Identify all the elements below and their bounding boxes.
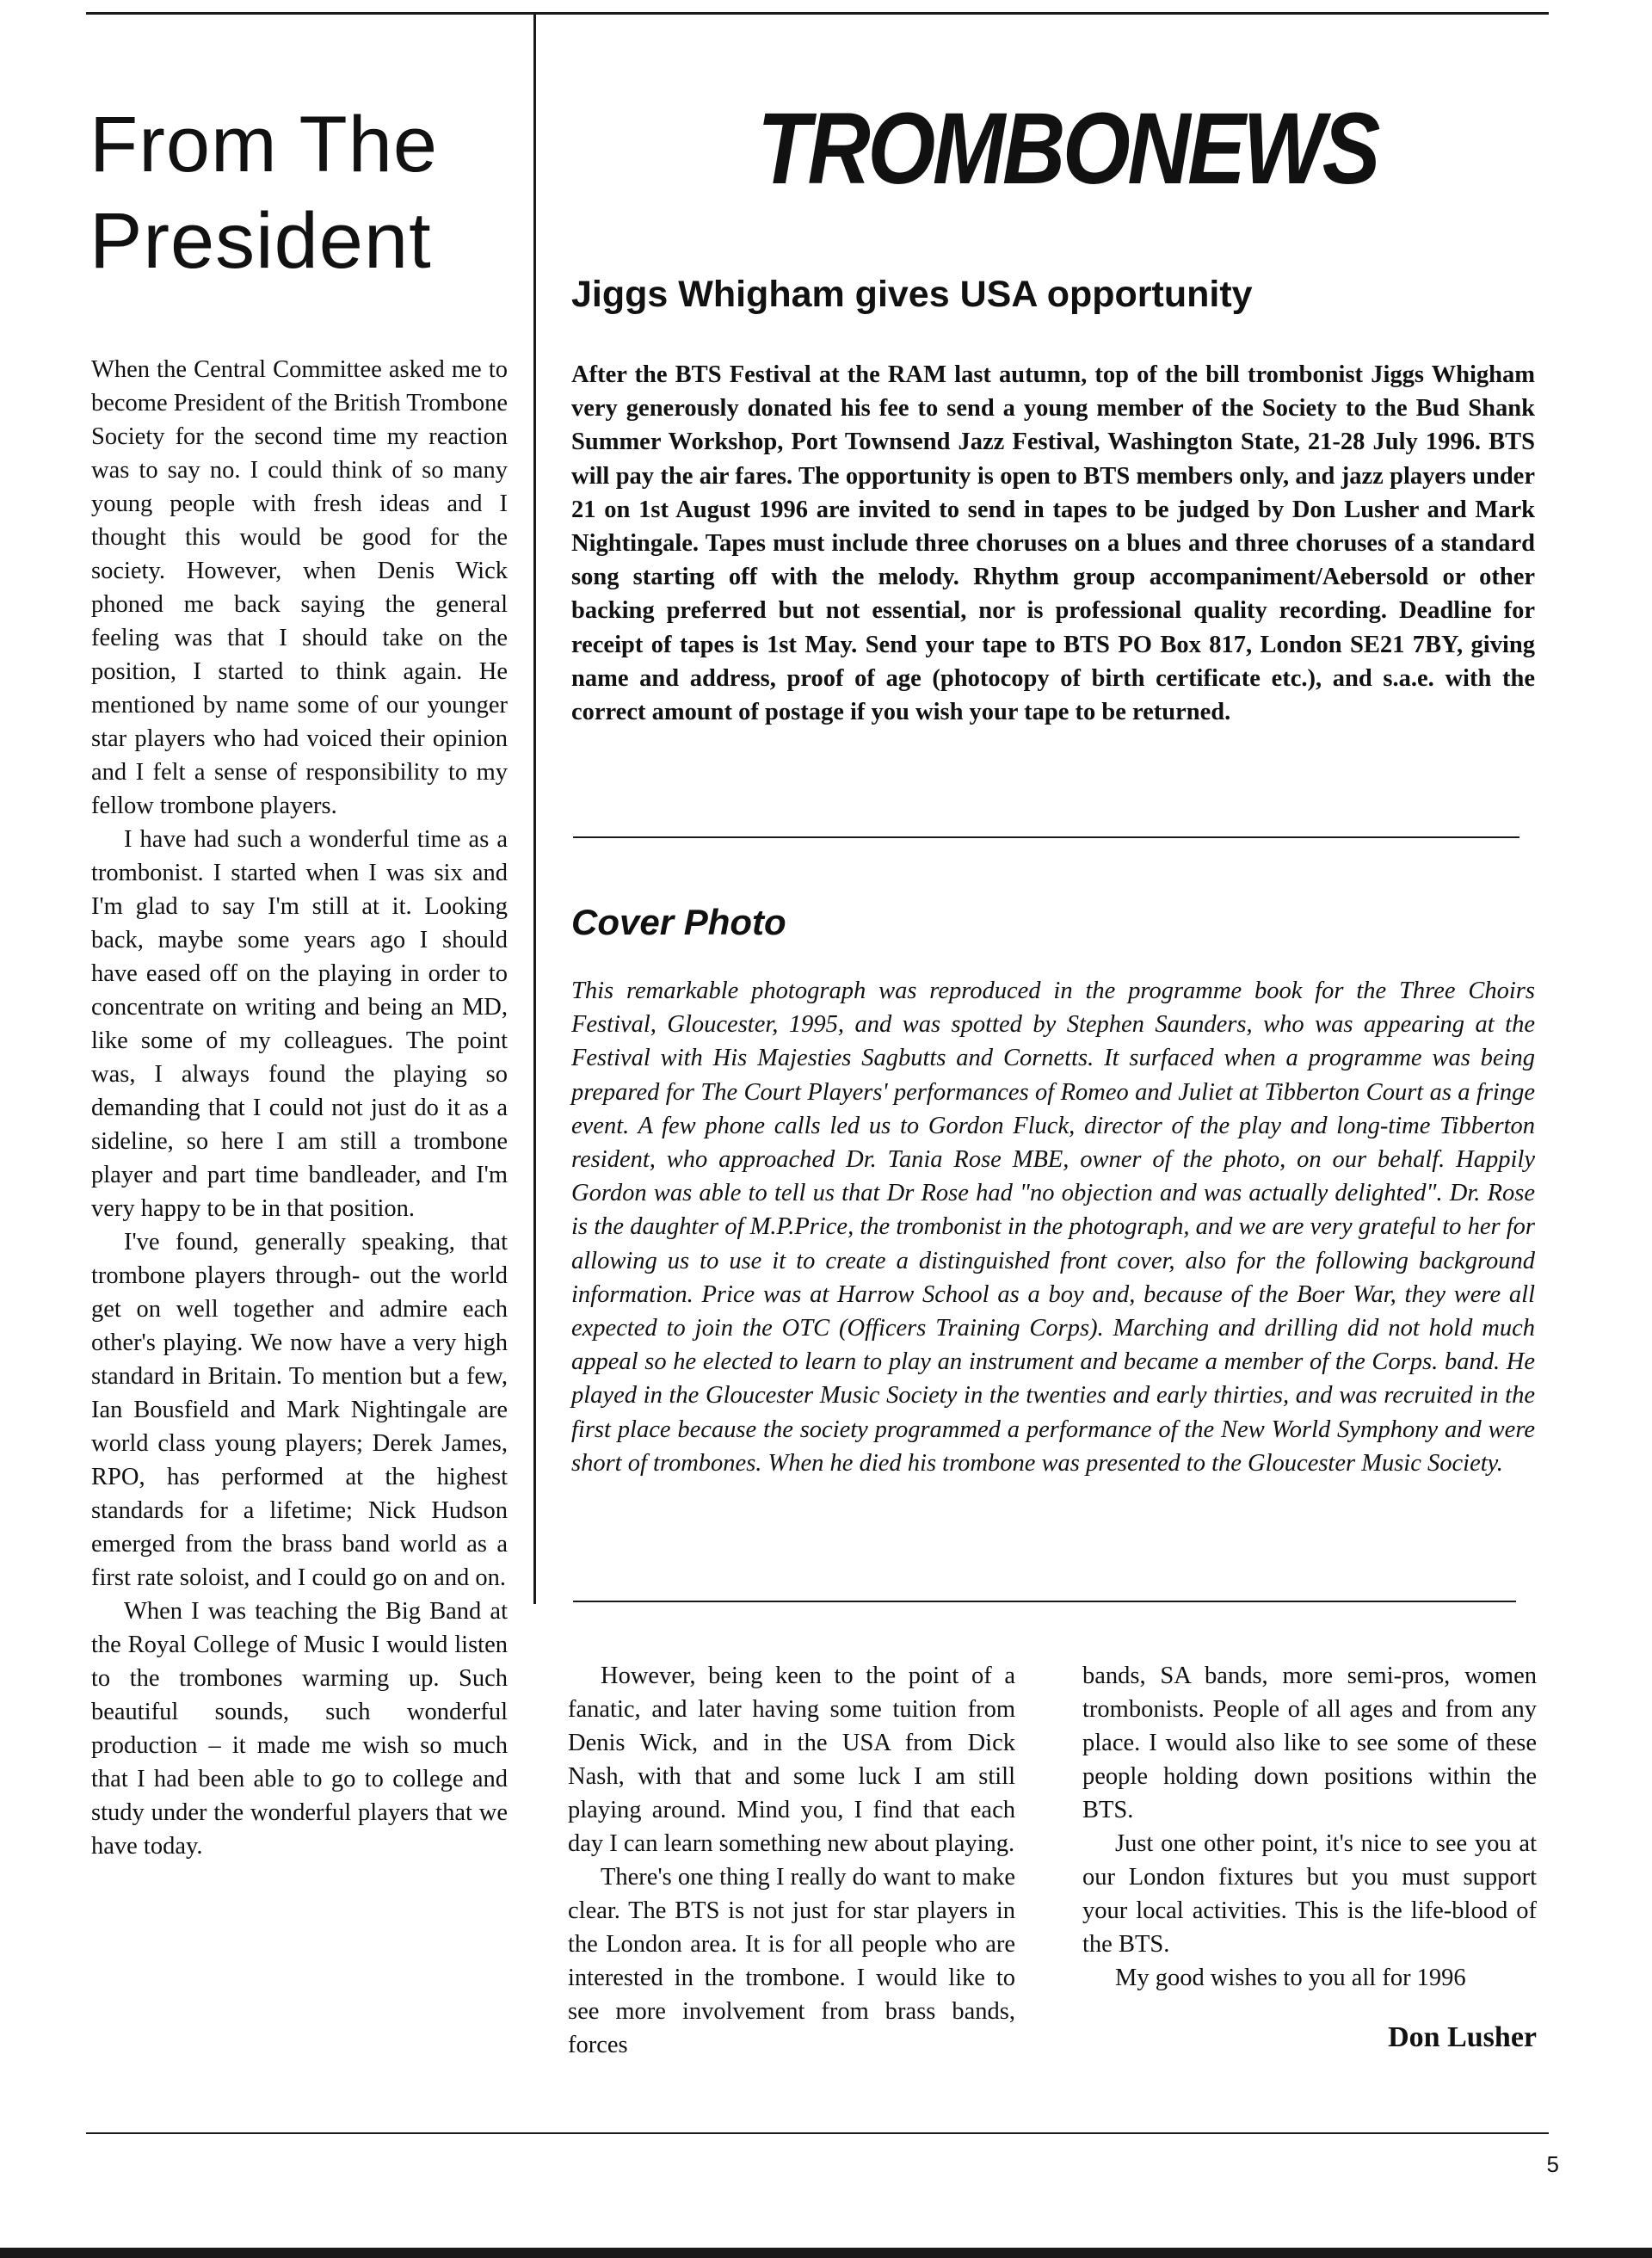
- trombonews-masthead: TROMBONEWS: [757, 92, 1378, 206]
- page-bottom-edge: [0, 2248, 1652, 2258]
- cover-photo-body: This remarkable photograph was reproduced in the programme book for the Three Choirs Festival, Gloucester, 1995, and was spotted by Stephen Saunders, who was appearing at the Festival with His Majesties Sagbutts and Cornetts. It surfaced when a programme was being prepared for The Court Players' performances of Romeo and Juliet at Tibberton Court as a fringe event. A few phone calls led us to Gordon Fluck, director of the play and long-time Tibberton resident, who approached Dr. Tania Rose MBE, owner of the photo, on our behalf. Happily Gordon was able to tell us that Dr Rose had "no objection and was actually delighted". Dr. Rose is the daughter of M.P.Price, the trombonist in the photograph, and we are very grateful to her for allowing us to use it to create a distinguished front cover, also for the following background information. Price was at Harrow School as a boy and, because of the Boer War, they were all expected to join the OTC (Officers Training Corps). Marching and drilling did not hold much appeal so he elected to learn to play an instrument and became a member of the Corps. band. He played in the Gloucester Music Society in the twenties and early thirties, and was recruited in the first place because the society programmed a performance of the New World Symphony and were short of trombones. When he died his trombone was presented to the Gloucester Music Society.: [571, 978, 1535, 1477]
- president-paragraph: When I was teaching the Big Band at the Royal College of Music I would listen to the trombones warming up. Such beautiful sounds, such wonderful production – it made me wish so much that I had been able to go to college and study under the wonderful players that we have today.: [91, 1598, 508, 1860]
- president-continued-middle-column: [568, 1659, 1015, 2062]
- president-paragraph: There's one thing I really do want to make clear. The BTS is not just for star players in the London area. It is for all people who are interested in the trombone. I would like to see more involvement from brass bands, forces: [568, 1864, 1015, 2058]
- cover-photo-heading: Cover Photo: [571, 902, 786, 942]
- president-closing-line: My good wishes to you all for 1996: [1115, 1965, 1466, 1991]
- president-paragraph: Just one other point, it's nice to see you at our London fixtures but you must support your local activities. This is the life-blood of the BTS.: [1082, 1830, 1537, 1958]
- column-divider: [533, 14, 536, 1604]
- president-heading-line1: From The: [89, 101, 439, 188]
- president-paragraph: I've found, generally speaking, that trombone players through- out the world get on well together and admire each other's playing. We now have a very high standard in Britain. To mention but a few, Ian Bousfield and Mark Nightingale are world class young players; Derek James, RPO, has performed at the highest standards for a lifetime; Nick Hudson emerged from the brass band world as a first rate soloist, and I could go on and on.: [91, 1229, 508, 1591]
- president-paragraph: However, being keen to the point of a fanatic, and later having some tuition from Denis Wick, and in the USA from Dick Nash, with that and some luck I am still playing around. Mind you, I find that each day I can learn something new about playing.: [568, 1663, 1015, 1857]
- jiggs-article-body: After the BTS Festival at the RAM last autumn, top of the bill trombonist Jiggs Whigham very generously donated his fee to send a young member of the Society to the Bud Shank Summer Workshop, Port Townsend Jazz Festival, Washington State, 21-28 July 1996. BTS will pay the air fares. The opportunity is open to BTS members only, and jazz players under 21 on 1st August 1996 are invited to send in tapes to be judged by Don Lusher and Mark Nightingale. Tapes must include three choruses on a blues and three choruses of a standard song starting off with the melody. Rhythm group accompaniment/Aebersold or other backing preferred but not essential, nor is professional quality recording. Deadline for receipt of tapes is 1st May. Send your tape to BTS PO Box 817, London SE21 7BY, giving name and address, proof of age (photocopy of birth certificate etc.), and s.a.e. with the correct amount of postage if you wish your tape to be returned.: [571, 361, 1535, 726]
- cover-separator-rule: [573, 1601, 1516, 1602]
- jiggs-separator-rule: [573, 836, 1519, 838]
- president-column: [91, 353, 508, 1863]
- top-rule: [86, 12, 1549, 15]
- president-heading: [89, 96, 520, 289]
- president-paragraph: I have had such a wonderful time as a trombonist. I started when I was six and I'm glad to say I'm still at it. Looking back, maybe some years ago I should have eased off on the playing in order to concentrate on writing and being an MD, like some of my colleagues. The point was, I always found the playing so demanding that I could not just do it as a sideline, so here I am still a trombone player and part time bandleader, and I'm very happy to be in that position.: [91, 826, 508, 1222]
- signature: Don Lusher: [1388, 2021, 1537, 2053]
- president-continued-right-column: [1082, 1659, 1537, 2054]
- president-paragraph: bands, SA bands, more semi-pros, women trombonists. People of all ages and from any place. I would also like to see some of these people holding down positions within the BTS.: [1082, 1663, 1537, 1823]
- president-heading-line2: President: [89, 197, 432, 285]
- bottom-rule: [86, 2132, 1549, 2134]
- jiggs-article-heading: Jiggs Whigham gives USA opportunity: [571, 274, 1253, 315]
- page-number: 5: [1546, 2151, 1559, 2177]
- president-paragraph: When the Central Committee asked me to become President of the British Trombone Society for the second time my reaction was to say no. I could think of so many young people with fresh ideas and I thought this would be good for the society. However, when Denis Wick phoned me back saying the general feeling was that I should take on the position, I started to think again. He mentioned by name some of our younger star players who had voiced their opinion and I felt a sense of responsibility to my fellow trombone players.: [91, 356, 508, 819]
